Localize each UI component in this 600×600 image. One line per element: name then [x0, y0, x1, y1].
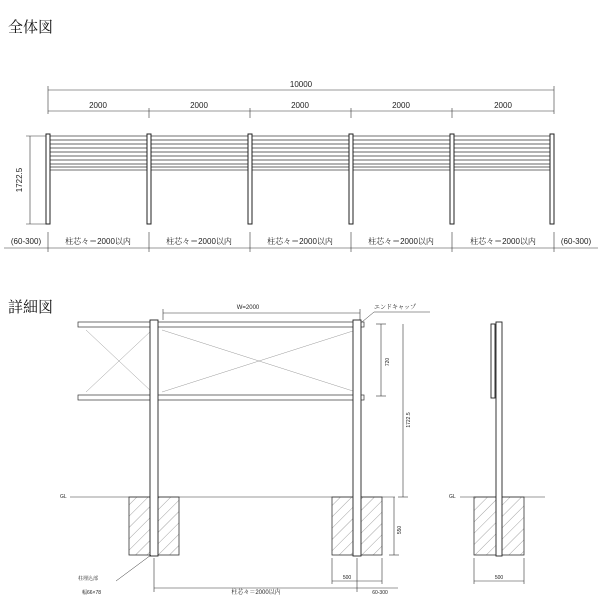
span-label: 2000	[291, 101, 309, 110]
end-cap-label: エンドキャップ	[374, 305, 417, 311]
post	[550, 134, 554, 224]
fence-panels	[48, 136, 554, 170]
overview-title: 全体図	[8, 19, 54, 36]
post-side	[496, 322, 502, 556]
span-label: 2000	[392, 101, 410, 110]
detail-drawing	[8, 299, 545, 596]
side-panel	[491, 324, 495, 398]
rails	[78, 322, 364, 400]
end-offset-label: 60-300	[372, 590, 388, 596]
post	[147, 134, 151, 224]
span-label: 2000	[494, 101, 512, 110]
detail-title: 詳細図	[8, 299, 54, 316]
embed-label: 柱埋込部	[78, 576, 99, 582]
end-offset-right: (60-300)	[560, 237, 592, 246]
post	[450, 134, 454, 224]
panel-cross-lines	[86, 330, 356, 392]
panel-width-dimension	[163, 305, 360, 320]
embed-depth-label: 550	[397, 525, 403, 535]
end-cap-callout	[362, 304, 430, 322]
pitch-label: 柱芯々＝2000以内	[470, 237, 536, 246]
footing-width-label: 500	[342, 575, 352, 581]
span-label: 2000	[89, 101, 107, 110]
posts	[46, 134, 554, 224]
ground-label-right: GL	[449, 494, 456, 500]
footings	[129, 497, 524, 555]
height-dimension	[15, 136, 46, 224]
post-right	[353, 320, 361, 556]
post	[248, 134, 252, 224]
ground-label-left: GL	[60, 494, 67, 500]
post	[46, 134, 50, 224]
height-label: 1722.5	[15, 167, 24, 193]
pitch-label: 柱芯々＝2000以内	[166, 237, 232, 246]
pitch-label: 柱芯々＝2000以内	[267, 237, 333, 246]
end-offset-left: (60-300)	[10, 237, 42, 246]
side-footing-width-label: 500	[494, 575, 504, 581]
embed-callout	[78, 555, 151, 596]
bottom-rail	[78, 395, 364, 400]
pitch-label: 柱芯々＝2000以内	[231, 590, 281, 596]
pitch-label: 柱芯々＝2000以内	[368, 237, 434, 246]
span-dimensions	[48, 101, 554, 118]
overview-drawing	[4, 19, 598, 252]
detail-bottom-dimensions	[154, 558, 524, 596]
panel-height-label: 720	[385, 357, 391, 367]
post-left	[150, 320, 158, 556]
total-height-label: 1722.5	[406, 412, 412, 428]
pitch-dimensions	[4, 232, 598, 252]
panel-width-label: W=2000	[236, 305, 260, 311]
total-width-label: 10000	[289, 80, 313, 89]
embed-size-label: 幅66×78	[82, 590, 102, 596]
span-label: 2000	[190, 101, 208, 110]
top-rail	[78, 322, 364, 327]
pitch-label: 柱芯々＝2000以内	[65, 237, 131, 246]
post	[349, 134, 353, 224]
detail-posts	[150, 320, 502, 556]
